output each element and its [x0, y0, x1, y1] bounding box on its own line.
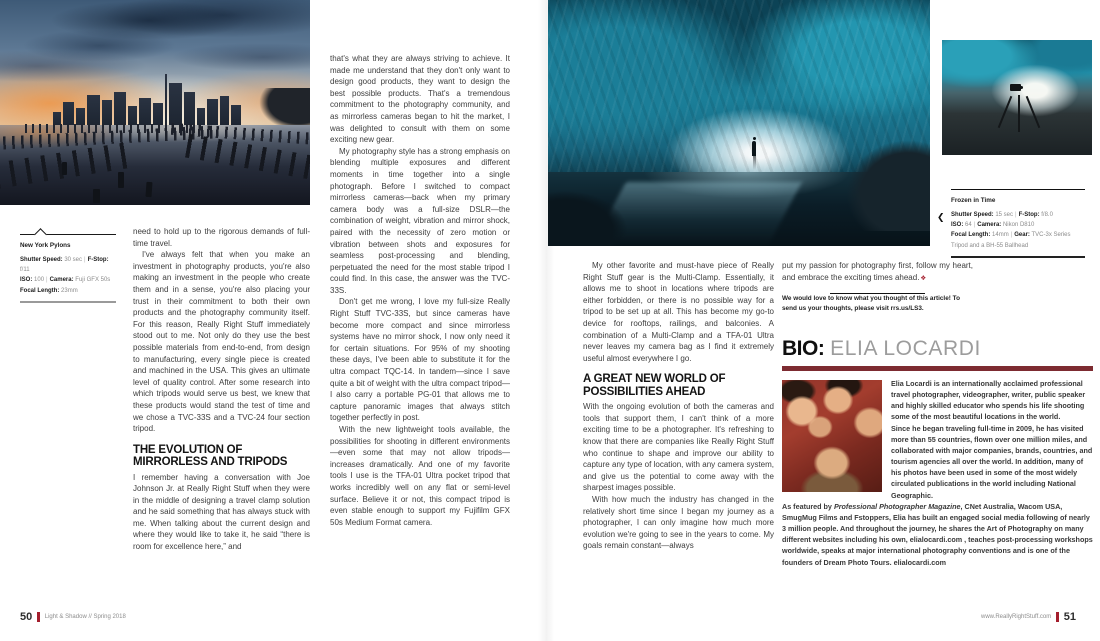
right-page-column-1: [583, 260, 774, 552]
setting-label: ISO:: [951, 222, 964, 229]
footer-divider-bar: [37, 612, 40, 622]
tripod-leg: [1018, 95, 1020, 132]
caption-bottom-rule: [20, 301, 116, 303]
separator: |: [46, 277, 48, 284]
body-paragraph: My photography style has a strong emphasis on blending multiple exposures and different moments in time together into a single photograph. Before I switched to compact mirrorless cameras—back when my primary camera body was a full-size DSLR—the combination of weight, vibration and mirror shock, paired with the necessity of zero motion or vibration between shots and exposures for seamless post-processing and blending, perpetuated the need for the most stable tripod I could find. In this case, the answer was the TVC-33S.: [330, 146, 510, 295]
building: [169, 83, 182, 126]
caret-up-icon: [34, 228, 47, 241]
caption-bottom-rule: [951, 256, 1085, 258]
footer-right: [981, 611, 1076, 623]
setting-value: f/11: [20, 267, 30, 274]
setting-value: Nikon D810: [1002, 222, 1035, 229]
photo-caption-new-york-pylons: [20, 227, 116, 303]
separator: |: [1015, 212, 1017, 218]
tripod-leg: [997, 96, 1011, 128]
setting-label: Focal Length:: [20, 287, 60, 294]
pylon: [62, 162, 67, 175]
caption-title: Frozen in Time: [951, 197, 996, 204]
building: [231, 105, 241, 126]
right-page-column-2: [782, 260, 973, 314]
bio-heading: [782, 337, 981, 361]
building-spire: [165, 74, 167, 126]
caption-caret-rule: [20, 227, 116, 235]
setting-value: 15 sec: [995, 212, 1014, 218]
setting-value: 14mm: [992, 232, 1009, 239]
new-york-pylons-photo: [0, 0, 310, 205]
caption-top-rule: [951, 182, 1085, 190]
skyline-silhouette: [53, 74, 292, 126]
setting-label: Shutter Speed:: [951, 212, 994, 218]
bio-text: , CNet Australia, Wacom USA, SmugMug Films and Fstoppers, Elia has built an engaged social media following of nearly 3 million people. And throughout the journey, he shares the Art of Photography on many different websites including his own, elialocardi.com , teaches post-processing workshops worldwide, speaks at major international photography conventions and is one of the founders of Dream Photo Tours. elialocardi.com: [782, 501, 1093, 567]
building: [87, 95, 100, 126]
building: [114, 92, 126, 126]
body-paragraph: that's what they are always striving to achieve. It made me understand that they don't only want to design good products, they want to design the best possible products. That's a tremendous commitment to the photography community, and as mirrorless cameras began to hit the market, I was delighted to consult with them on some exciting new gear.: [330, 54, 510, 145]
caption-settings-line: [20, 275, 116, 285]
bio-accent-bar: [782, 366, 1093, 371]
bio-paragraph: Since he began traveling full-time in 2009, he has visited more than 55 countries, flown over one million miles, and collaborated with major companies, brands, countries, and tourism agencies all over the world. In addition, many of his photos have been used in some of the most widely circulated publications in the world including National Geographic.: [891, 423, 1093, 500]
building: [102, 100, 112, 126]
reader-feedback-note: We would love to know what you thought of this article! To send us your thoughts, please visit rrs.us/LS3.: [782, 295, 960, 313]
setting-label: ISO:: [20, 277, 33, 284]
magazine-name-italic: Professional Photographer Magazine: [833, 501, 961, 511]
photo-caption-frozen-in-time: [937, 182, 1085, 258]
setting-value: Fuji GFX 50s: [75, 277, 111, 284]
rock-silhouette: [808, 138, 930, 231]
tripod-leg: [1026, 96, 1040, 128]
caption-settings-line: [20, 255, 116, 275]
body-paragraph: [782, 260, 973, 283]
separator: |: [1010, 232, 1013, 239]
caption-title: New York Pylons: [20, 242, 71, 249]
setting-label: Camera:: [49, 277, 74, 284]
footer-divider-bar: [1056, 612, 1059, 622]
closing-sentence: put my passion for photography first, follow my heart, and embrace the exciting times ahead.: [782, 261, 973, 282]
bio-label: BIO:: [782, 337, 825, 360]
body-paragraph: Don't get me wrong, I love my full-size Really Right Stuff TVC-33S, but since cameras have become more compact and since mirrorless systems have no mirror shock, I now only need it for certain situations. For 95% of my shooting these days, I've been able to substitute it for the ultra compact TQC-14. In tandem—since I save quite a bit of weight with the ultra compact tripod—I also carry a portable PG-01 that allows me to capture panoramic images that always stitch together perfectly in post.: [330, 297, 510, 423]
caption-settings-line: [951, 210, 1085, 220]
setting-value: f/8.0: [1041, 212, 1053, 218]
section-heading: THE EVOLUTION OF MIRRORLESS AND TRIPODS: [133, 443, 288, 469]
body-paragraph: I've always felt that when you make an investment in photography products, you're also making an investment in the people who create them and in a sense, you're also placing your trust in their commitment to both their own products and the photography community itself. For this reason, Really Right Stuff immediately stood out to me. Not only do they use the best possible materials from end-to-end, from design to manufacturing, every single piece is created and machined in the USA. This gives an ultimate level of quality control. After some research into which tripods would serve us best, we knew that these products would stand the test of time and we chose a TVC-33S and a TVC-24 four section tripod.: [133, 250, 310, 434]
tripod-in-cave-photo: [942, 40, 1092, 155]
chevron-left-icon[interactable]: ❮: [937, 212, 945, 222]
setting-value: 100: [34, 277, 45, 284]
left-page-column-1: [133, 226, 310, 553]
setting-value: TVC-3x Series Tripod and a BH-55 Ballhead: [951, 232, 1071, 249]
setting-value: 30 sec: [64, 257, 83, 263]
building: [207, 99, 218, 126]
building: [197, 108, 205, 126]
body-paragraph: With how much the industry has changed in the relatively short time since I began my journey as a photographer, I can only imagine how much more evolution we're going to see in the years to come. My goals remain constant—always: [583, 494, 774, 551]
building: [63, 102, 74, 126]
separator: |: [973, 222, 976, 229]
body-paragraph: My other favorite and must-have piece of Really Right Stuff gear is the Multi-Clamp. Essentially, it allows me to shoot in locations where tripods are either forbidden, or there is no possible way for a tripod to be set up at all. This has become my go-to device for rooftops, railings, and balconies. A combination of a Multi-Clamp and a TFA-01 Ultra never leaves my camera bag as I find it extremely useful almost everywhere I go.: [583, 261, 774, 363]
body-paragraph: I remember having a conversation with Joe Johnson Jr. at Really Right Stuff when they were in the middle of designing a travel clamp solution and he said something that has always stuck with me. When talking about the current design and where they would like to take it, he said “there is room for excellence here,” and: [133, 472, 310, 552]
building: [153, 103, 163, 126]
caption-settings-line: [20, 286, 116, 296]
footer-left: [20, 611, 126, 623]
setting-label: F-Stop:: [87, 257, 109, 263]
caption-settings-line: [951, 230, 1085, 250]
left-page-column-2: [330, 53, 510, 528]
rock-silhouette: [548, 182, 663, 246]
setting-label: Focal Length:: [951, 232, 991, 239]
camera-silhouette: [1010, 84, 1021, 91]
setting-label: Gear:: [1014, 232, 1030, 239]
bio-name: ELIA LOCARDI: [830, 337, 981, 360]
footer-publication-text: Light & Shadow // Spring 2018: [44, 614, 126, 620]
building: [220, 96, 229, 126]
building: [184, 92, 195, 126]
caption-settings-line: [951, 220, 1085, 230]
body-paragraph: With the new lightweight tools available, the possibilities for shooting in different environments—even some that may not allow tripods—increases dramatically. And one of my favorite tools I use is the TFA-01 Ultra pocket tripod that works incredibly well on any flat or semi-level surface. Believe it or not, this compact tripod is even stable enough to support my Fujifilm GFX 50s Medium Format camera.: [330, 425, 510, 527]
person-silhouette: [752, 141, 756, 156]
ice-cave-photo: [548, 0, 930, 246]
setting-value: 23mm: [61, 287, 78, 294]
section-heading: A GREAT NEW WORLD OF POSSIBILITIES AHEAD: [583, 373, 726, 398]
pylon: [145, 182, 152, 197]
setting-label: Camera:: [977, 222, 1002, 229]
body-paragraph: With the ongoing evolution of both the cameras and tools that support them, I can't think of a more exciting time to be a photographer. It's refreshing to know that there are companies like Really Right Stuff who continue to shape and improve our ability to capture any type of location, with any camera system, and give us the potential to come away with the sharpest images possible.: [583, 402, 774, 493]
bio-paragraph: [782, 501, 1093, 568]
body-paragraph: need to hold up to the rigorous demands of full-time travel.: [133, 227, 310, 248]
setting-label: F-Stop:: [1018, 212, 1040, 218]
building: [139, 98, 151, 126]
pylon: [118, 172, 124, 188]
page-number: 50: [20, 611, 33, 623]
bio-paragraph: Elia Locardi is an internationally acclaimed professional travel photographer, videographer, writer, public speaker and highly skilled educator who spends his life shooting some of the most beautiful locations in the world.: [891, 379, 1086, 422]
setting-value: 64: [965, 222, 972, 229]
pylon: [93, 189, 100, 203]
bio-text: As featured by: [782, 501, 834, 511]
elia-locardi-portrait-photo: [782, 380, 882, 492]
setting-label: Shutter Speed:: [20, 257, 63, 263]
footer-website-text: www.ReallyRightStuff.com: [981, 614, 1052, 620]
bio-section: [782, 378, 1093, 568]
end-of-article-mark: ❖: [920, 274, 927, 282]
separator: |: [84, 257, 86, 263]
page-number: 51: [1063, 611, 1076, 623]
